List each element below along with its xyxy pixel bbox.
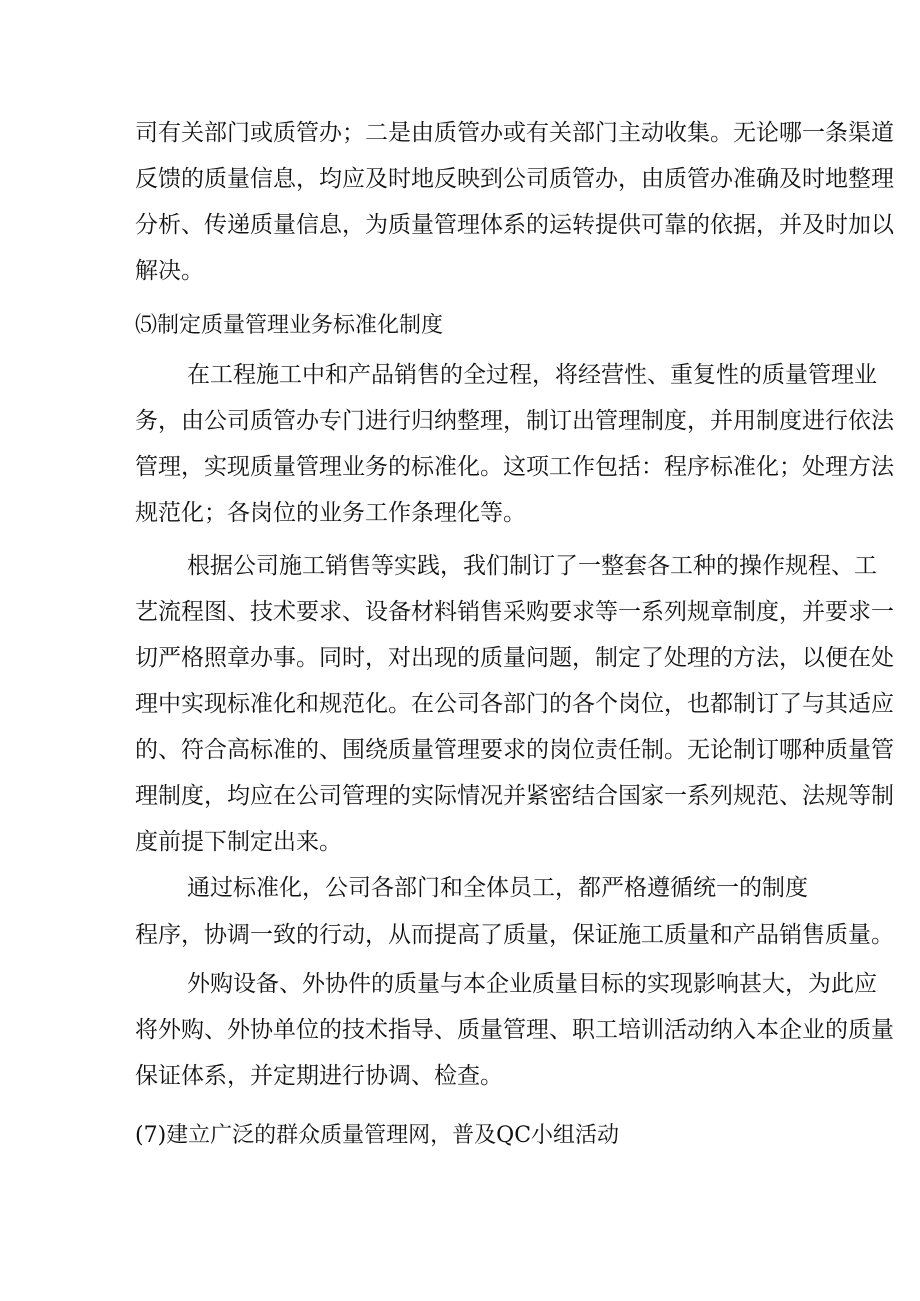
body-text-line: 度前提下制定出来。 (135, 829, 342, 855)
body-text-line: 艺流程图、技术要求、设备材料销售采购要求等一系列规章制度，并要求一 (135, 599, 894, 625)
body-text-line: 通过标准化，公司各部门和全体员工，都严格遵循统一的制度 (187, 875, 808, 901)
section-heading: (7)建立广泛的群众质量管理网，普及QC小组活动 (135, 1123, 620, 1148)
body-text-line: 司有关部门或质管办；二是由质管办或有关部门主动收集。无论哪一条渠道 (135, 120, 894, 146)
body-text-line: 切严格照章办事。同时，对出现的质量问题，制定了处理的方法，以便在处 (135, 645, 894, 671)
body-text-line: 规范化；各岗位的业务工作条理化等。 (135, 500, 526, 526)
body-text-line: 在工程施工中和产品销售的全过程，将经营性、重复性的质量管理业 (187, 362, 877, 388)
body-text-line: 反馈的质量信息，均应及时地反映到公司质管办，由质管办准确及时地整理 (135, 166, 894, 192)
body-text-line: 根据公司施工销售等实践，我们制订了一整套各工种的操作规程、工 (187, 553, 877, 579)
body-text-line: 理制度，均应在公司管理的实际情况并紧密结合国家一系列规范、法规等制 (135, 783, 894, 809)
body-text-line: 外购设备、外协件的质量与本企业质量目标的实现影响甚大，为此应 (187, 971, 877, 997)
body-text-line: 的、符合高标准的、围绕质量管理要求的岗位责任制。无论制订哪种质量管 (135, 737, 894, 763)
body-text-line: 将外购、外协单位的技术指导、质量管理、职工培训活动纳入本企业的质量 (135, 1017, 894, 1043)
body-text-line: 解决。 (135, 258, 204, 284)
body-text-line: 程序，协调一致的行动，从而提高了质量，保证施工质量和产品销售质量。 (135, 922, 894, 948)
body-text-line: 务，由公司质管办专门进行归纳整理，制订出管理制度，并用制度进行依法 (135, 408, 894, 434)
body-text-line: 理中实现标准化和规范化。在公司各部门的各个岗位，也都制订了与其适应 (135, 691, 894, 717)
body-text-line: 管理，实现质量管理业务的标准化。这项工作包括：程序标准化；处理方法 (135, 454, 894, 480)
body-text-line: 保证体系，并定期进行协调、检查。 (135, 1063, 503, 1089)
section-heading: ⑸制定质量管理业务标准化制度 (135, 313, 444, 338)
body-text-line: 分析、传递质量信息，为质量管理体系的运转提供可靠的依据，并及时加以 (135, 212, 894, 238)
